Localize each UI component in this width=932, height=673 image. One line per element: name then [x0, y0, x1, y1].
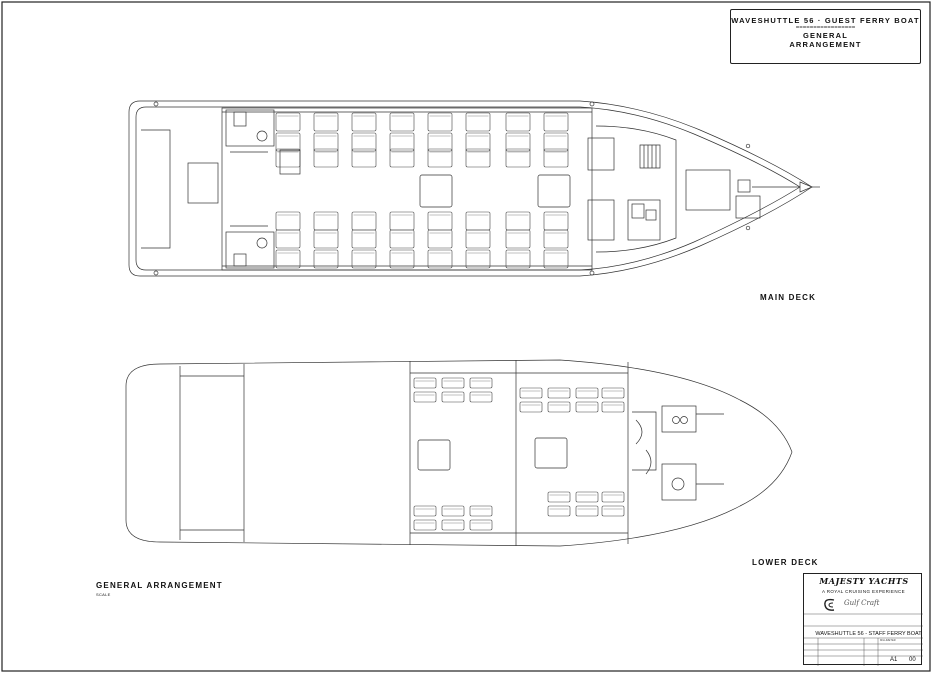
cleat [154, 102, 158, 106]
berth-seat [548, 492, 570, 502]
passenger-seat [428, 133, 452, 151]
berth-seat [576, 492, 598, 502]
toilet-port [257, 131, 267, 141]
cleat [154, 271, 158, 275]
sheet-size: A1 [890, 657, 898, 663]
berth-seat [414, 378, 436, 388]
revision-number: 00 [909, 657, 916, 663]
passenger-seat [314, 149, 338, 167]
passenger-seat [506, 113, 530, 131]
sink-port [234, 112, 246, 126]
berth-seat [602, 388, 624, 398]
cleat [746, 226, 750, 230]
passenger-seat [544, 230, 568, 248]
passenger-seat [276, 212, 300, 230]
scale-label: SCALE [96, 592, 111, 597]
door-swing [632, 412, 656, 470]
berth-seat [470, 392, 492, 402]
title-block-grid [804, 574, 923, 666]
berth-seat [442, 392, 464, 402]
berth-seat [602, 402, 624, 412]
passenger-seat [390, 149, 414, 167]
helm-bulkhead [596, 126, 676, 252]
berth-seat [470, 520, 492, 530]
passenger-seat [544, 212, 568, 230]
title-separator: ================= [795, 25, 856, 31]
aft-deck-bench [141, 130, 170, 248]
passenger-seat [466, 230, 490, 248]
head-port [226, 110, 274, 146]
drawing-title-block [803, 573, 922, 665]
footer-heading: GENERAL ARRANGEMENT [96, 581, 223, 590]
toilet [672, 478, 684, 490]
foredeck-hatch [686, 170, 730, 210]
door-arc [646, 450, 651, 474]
passenger-seat [276, 250, 300, 268]
berth-seat [442, 506, 464, 516]
helm-seat [646, 210, 656, 220]
lower-deck-seating [414, 378, 624, 530]
passenger-seat [390, 133, 414, 151]
passenger-seat [352, 230, 376, 248]
passenger-seat [390, 113, 414, 131]
passenger-seat [544, 149, 568, 167]
drawing-title: WAVESHUTTLE 56 · GUEST FERRY BOAT [731, 16, 920, 25]
passenger-seat [466, 113, 490, 131]
berth-seat [520, 402, 542, 412]
deck-locker [736, 196, 760, 218]
lower-table-aft [418, 440, 450, 470]
fwd-head [662, 464, 696, 500]
passenger-seat [352, 212, 376, 230]
passenger-seat [352, 250, 376, 268]
brand-logo: MAJESTY YACHTS [819, 576, 909, 586]
passenger-seat [466, 149, 490, 167]
passenger-seat [428, 230, 452, 248]
drawing-subtitle-2: ARRANGEMENT [789, 40, 862, 49]
passenger-seat [352, 149, 376, 167]
passenger-seat [352, 133, 376, 151]
title-block [730, 9, 921, 64]
cleat [590, 271, 594, 275]
passenger-seat [276, 230, 300, 248]
passenger-seat [506, 149, 530, 167]
aft-locker [188, 163, 218, 203]
passenger-seat [466, 133, 490, 151]
brand-tagline: A ROYAL CRUISING EXPERIENCE [821, 589, 906, 594]
unit-value: MILLIMETER [880, 639, 896, 642]
passenger-seat [428, 113, 452, 131]
passenger-seat [544, 113, 568, 131]
passenger-seat [276, 113, 300, 131]
sink [681, 417, 688, 424]
cleat [746, 144, 750, 148]
berth-seat [576, 506, 598, 516]
berth-seat [414, 392, 436, 402]
passenger-seat [314, 230, 338, 248]
passenger-seat [352, 113, 376, 131]
passenger-seat [314, 133, 338, 151]
passenger-seat [506, 230, 530, 248]
passenger-seat [276, 149, 300, 167]
anchor-locker [738, 180, 750, 192]
berth-seat [602, 492, 624, 502]
passenger-seat [390, 230, 414, 248]
passenger-seat [276, 133, 300, 151]
saloon-table [420, 175, 452, 207]
main-deck-seating [276, 113, 568, 268]
saloon-table [538, 175, 570, 207]
helm-panel [632, 204, 644, 218]
passenger-seat [390, 212, 414, 230]
berth-seat [576, 388, 598, 398]
berth-seat [548, 506, 570, 516]
drawing-subtitle-1: GENERAL [802, 31, 849, 40]
sheet-border [2, 2, 930, 671]
passenger-seat [428, 250, 452, 268]
lower-deck-label: LOWER DECK [752, 558, 819, 567]
passenger-seat [544, 133, 568, 151]
head-stbd [226, 232, 274, 268]
passenger-seat [314, 113, 338, 131]
berth-seat [470, 506, 492, 516]
toilet-stbd [257, 238, 267, 248]
berth-seat [414, 506, 436, 516]
berth-seat [442, 520, 464, 530]
project-title: WAVESHUTTLE 56 - STAFF FERRY BOAT [815, 631, 922, 637]
passenger-seat [506, 212, 530, 230]
berth-seat [470, 378, 492, 388]
passenger-seat [428, 149, 452, 167]
sink-stbd [234, 254, 246, 266]
passenger-seat [314, 250, 338, 268]
passenger-seat [466, 212, 490, 230]
passenger-seat [390, 250, 414, 268]
berth-seat [602, 506, 624, 516]
passenger-seat [466, 250, 490, 268]
berth-seat [548, 402, 570, 412]
stair [640, 145, 660, 168]
main-deck-label: MAIN DECK [760, 293, 817, 302]
berth-seat [414, 520, 436, 530]
cleat [590, 102, 594, 106]
signature: Gulf Craft [844, 599, 880, 607]
passenger-seat [506, 133, 530, 151]
passenger-seat [544, 250, 568, 268]
passenger-seat [314, 212, 338, 230]
door-arc [636, 420, 642, 444]
passenger-seat [428, 212, 452, 230]
berth-seat [576, 402, 598, 412]
berth-seat [442, 378, 464, 388]
sink [673, 417, 680, 424]
berth-seat [520, 388, 542, 398]
berth-seat [548, 388, 570, 398]
passenger-seat [506, 250, 530, 268]
saloon-outline [222, 108, 592, 270]
lower-table-fwd [535, 438, 567, 468]
galley-unit [280, 150, 300, 174]
